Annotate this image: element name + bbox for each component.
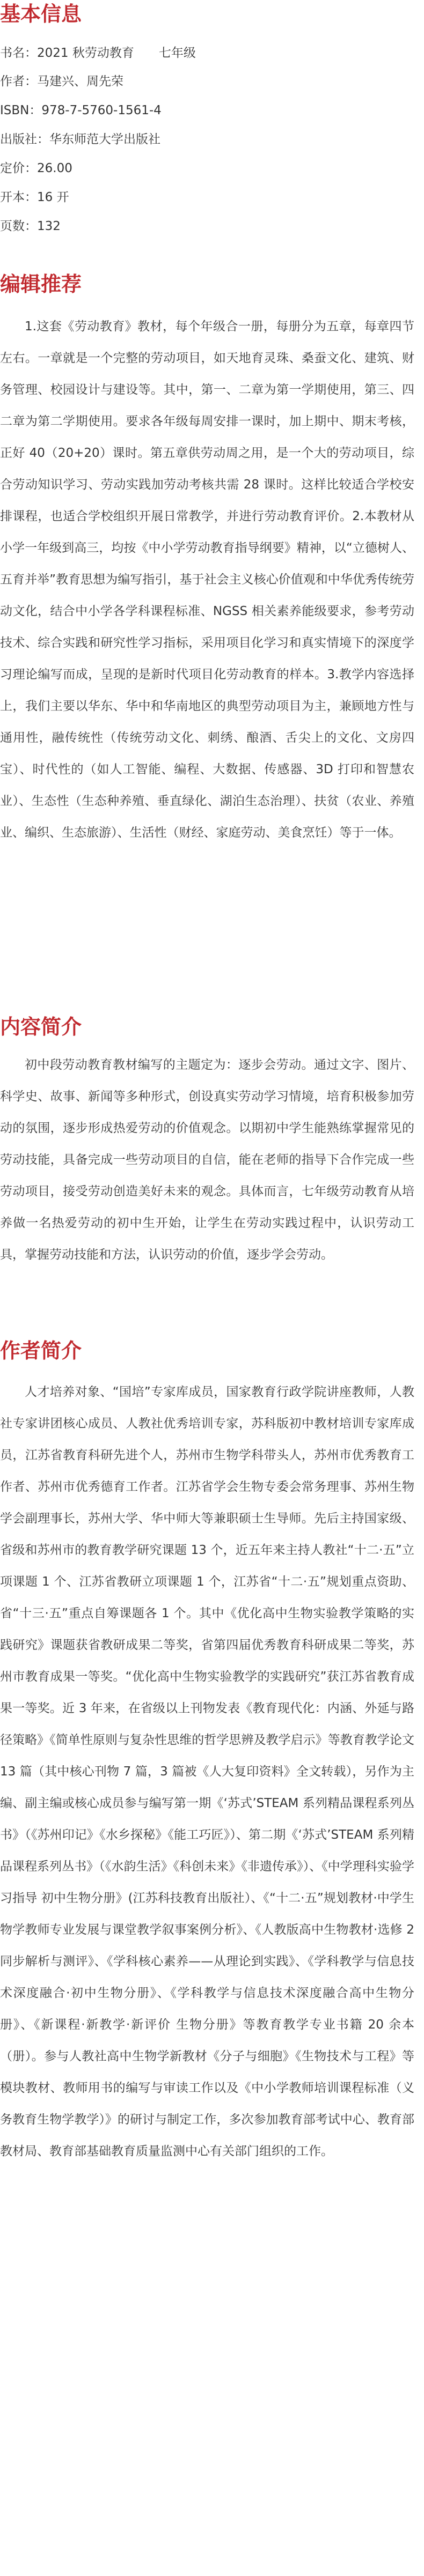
content-summary-text: 初中段劳动教育教材编写的主题定为：逐步会劳动。通过文字、图片、科学史、故事、新闻等多种形式，创设真实劳动学习情境，培育积极参加劳动的氛围，逐步形成热爱劳动的价值观念。以期初中学生能熟练掌握常见的劳动技能，具备完成一些劳动项目的自信，能在老师的指导下合作完成一些劳动项目，接受劳动创造美好未来的观念。具体而言，七年级劳动教育从培养做一名热爱劳动的初中生开始，让学生在劳动实践过程中，认识劳动工具，掌握劳动技能和方法，认识劳动的价值，逐步学会劳动。: [0, 1058, 414, 1262]
format-line: 开本：16 开: [0, 190, 69, 204]
basic-info-heading: 基本信息: [0, 2, 82, 26]
editor-recommendation-text: 1.这套《劳动教育》教材，每个年级合一册，每册分为五章，每章四节左右。一章就是一个完整的劳动项目，如天地育灵珠、桑蚕文化、建筑、财务管理、校园设计与建设等。其中，第一、二章为第一学期使用，第三、四二章为第二学期使用。要求各年级每周安排一课时，加上期中、期末考核，正好 40（20+20）课时。第五章供劳动周之用，是一个大的劳动项目，综合劳动知识学习、劳动实践加劳动考核共需 28 课时。这样比较适合学校安排课程，也适合学校组织开展日常教学，并进行劳动教育评价。2.本教材从小学一年级到高三，均按《中小学劳动教育指导纲要》精神，以“立德树人、五育并举”教育思想为编写指引，基于社会主义核心价值观和中华优秀传统劳动文化，结合中小学各学科课程标准、NGSS 相关素养能级要求，参考劳动技术、综合实践和研究性学习指标，采用项目化学习和真实情境下的深度学习理论编写而成，呈现的是新时代项目化劳动教育的样本。3.教学内容选择上，我们主要以华东、华中和华南地区的典型劳动项目为主，兼顾地方性与通用性，融传统性（传统劳动文化、刺绣、酿酒、舌尖上的文化、文房四宝）、时代性的（如人工智能、编程、大数据、传感器、3D 打印和智慧农业）、生态性（生态种养殖、垂直绿化、湖泊生态治理）、扶贫（农业、养殖业、编织、生态旅游）、生活性（财经、家庭劳动、美食烹饪）等于一体。: [0, 320, 414, 840]
price-line: 定价：26.00: [0, 161, 72, 175]
editor-recommendation-heading: 编辑推荐: [0, 272, 82, 296]
book-name: 书名：2021 秋劳动教育 七年级: [0, 46, 196, 60]
content-summary-heading: 内容简介: [0, 1015, 82, 1039]
author-intro-heading: 作者简介: [0, 1339, 82, 1363]
author-intro-text: 人才培养对象、“国培”专家库成员，国家教育行政学院讲座教师，人教社专家讲团核心成员、人教社优秀培训专家，苏科版初中教材培训专家库成员，江苏省教育科研先进个人，苏州市生物学科带头人，苏州市优秀教育工作者、苏州市优秀德育工作者。江苏省学会生物专委会常务理事、苏州生物学会副理事长，苏州大学、华中师大等兼职硕士生导师。先后主持国家级、省级和苏州市的教育教学研究课题 13 个，近五年来主持人教社“十二·五”立项课题 1 个、江苏省教研立项课题 1 个，江苏省“十二·五”规划重点资助、省“十三·五”重点自筹课题各 1 个。其中《优化高中生物实验教学策略的实践研究》课题获省教研成果二等奖，省第四届优秀教育科研成果二等奖，苏州市教育成果一等奖。“优化高中生物实验教学的实践研究”获江苏省教育成果一等奖。近 3 年来，在省级以上刊物发表《教育现代化：内涵、外延与路径策略》《简单性原则与复杂性思维的哲学思辨及教学启示》等教育教学论文 13 篇（其中核心刊物 7 篇，3 篇被《人大复印资料》全文转载），另作为主编、副主编或核心成员参与编写第一期《‘苏式’STEAM 系列精品课程系列丛书》（《苏州印记》《水乡探秘》《能工巧匠》）、第二期《‘苏式’STEAM 系列精品课程系列丛书》（《水韵生活》《科创未来》《非遗传承》）、《中学理科实验学习指导 初中生物分册》(江苏科技教育出版社）、《“十二·五”规划教材·中学生物学教师专业发展与课堂教学叙事案例分析》、《人教版高中生物教材·选修 2 同步解析与测评》、《学科核心素养——从理论到实践》、《学科教学与信息技术深度融合·初中生物分册》、《学科教学与信息技术深度融合高中生物分册》、《新课程·新教学·新评价 生物分册》等教育教学专业书籍 20 余本（册）。参与人教社高中生物学新教材《分子与细胞》《生物技术与工程》等模块教材、教师用书的编写与审读工作以及《中小学教师培训课程标准（义务教育生物学教学）》的研讨与制定工作，多次参加教育部考试中心、教育部教材局、教育部基础教育质量监测中心有关部门组织的工作。: [0, 1385, 414, 2158]
pages-line: 页数：132: [0, 219, 61, 233]
isbn-line: ISBN：978-7-5760-1561-4: [0, 103, 162, 117]
author-line: 作者：马建兴、周先荣: [0, 75, 123, 88]
publisher-line: 出版社：华东师范大学出版社: [0, 132, 160, 146]
